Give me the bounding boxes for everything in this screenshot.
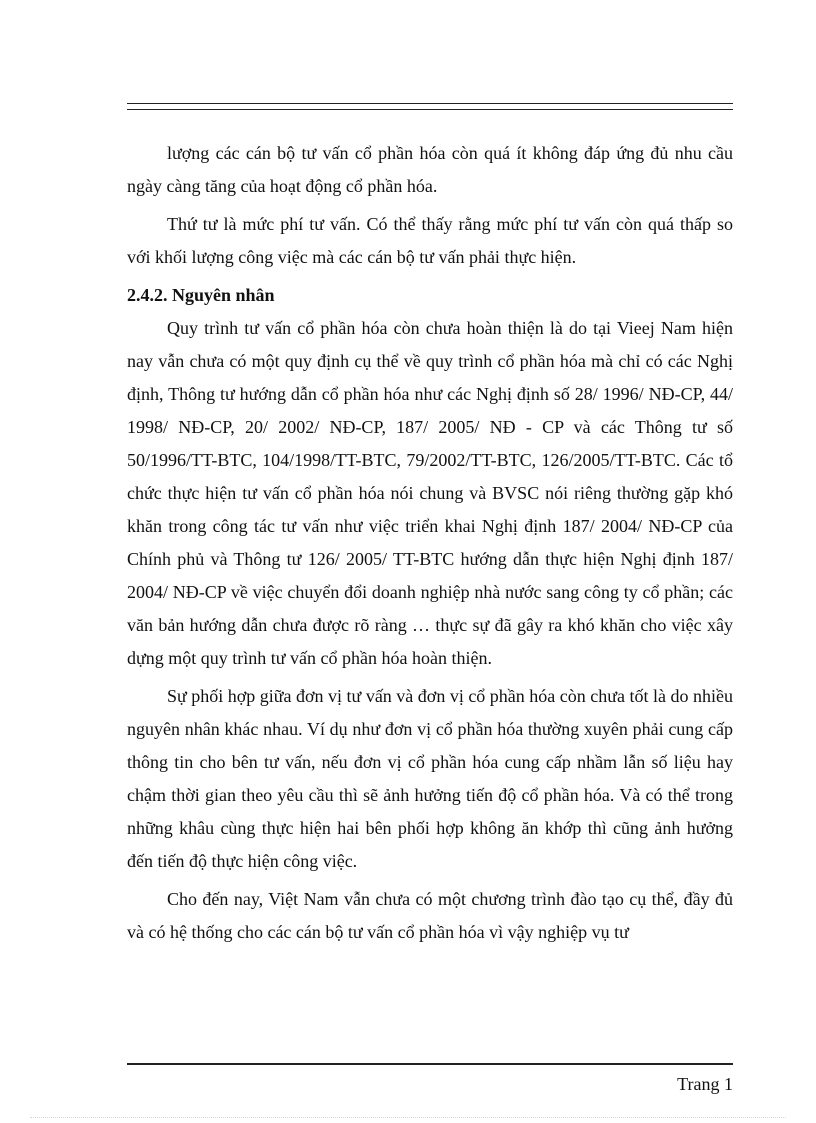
page-bottom-dotted-border [30, 1117, 786, 1118]
header-double-rule [127, 103, 733, 110]
footer-rule [127, 1063, 733, 1065]
page-number: Trang 1 [677, 1074, 733, 1094]
paragraph-process-cause: Quy trình tư vấn cổ phần hóa còn chưa hoàn thiện là do tại Vieej Nam hiện nay vẫn chưa có một quy định cụ thể về quy trình cổ phần hóa mà chỉ có các Nghị định, Thông tư hướng dẫn cổ phần hóa như các Nghị định số 28/ 1996/ NĐ-CP, 44/ 1998/ NĐ-CP, 20/ 2002/ NĐ-CP, 187/ 2005/ NĐ - CP và các Thông tư số 50/1996/TT-BTC, 104/1998/TT-BTC, 79/2002/TT-BTC, 126/2005/TT-BTC. Các tổ chức thực hiện tư vấn cổ phần hóa nói chung và BVSC nói riêng thường gặp khó khăn trong công tác tư vấn như việc triển khai Nghị định 187/ 2004/ NĐ-CP của Chính phủ và Thông tư 126/ 2005/ TT-BTC hướng dẫn thực hiện Nghị định 187/ 2004/ NĐ-CP về việc chuyển đổi doanh nghiệp nhà nước sang công ty cổ phần; các văn bản hướng dẫn chưa được rõ ràng … thực sự đã gây ra khó khăn cho việc xây dựng một quy trình tư vấn cổ phần hóa hoàn thiện. [127, 318, 733, 668]
paragraph-coordination-cause: Sự phối hợp giữa đơn vị tư vấn và đơn vị cổ phần hóa còn chưa tốt là do nhiều nguyên nhân khác nhau. Ví dụ như đơn vị cổ phần hóa thường xuyên phải cung cấp thông tin cho bên tư vấn, nếu đơn vị cổ phần hóa cung cấp nhầm lẫn số liệu hay chậm thời gian theo yêu cầu thì sẽ ảnh hưởng tiến độ cổ phần hóa. Và có thể trong những khâu cùng thực hiện hai bên phối hợp không ăn khớp thì cũng ảnh hưởng đến tiến độ thực hiện công việc. [127, 686, 733, 871]
paragraph-continuation: lượng các cán bộ tư vấn cổ phần hóa còn quá ít không đáp ứng đủ nhu cầu ngày càng tăng của hoạt động cổ phần hóa. [127, 143, 733, 196]
section-heading: 2.4.2. Nguyên nhân [127, 285, 275, 305]
paragraph-consulting-fee: Thứ tư là mức phí tư vấn. Có thể thấy rằng mức phí tư vấn còn quá thấp so với khối lượng công việc mà các cán bộ tư vấn phải thực hiện. [127, 214, 733, 267]
document-body [127, 137, 733, 949]
paragraph-training-cause: Cho đến nay, Việt Nam vẫn chưa có một chương trình đào tạo cụ thể, đầy đủ và có hệ thống cho các cán bộ tư vấn cổ phần hóa vì vậy nghiệp vụ tư [127, 889, 733, 942]
